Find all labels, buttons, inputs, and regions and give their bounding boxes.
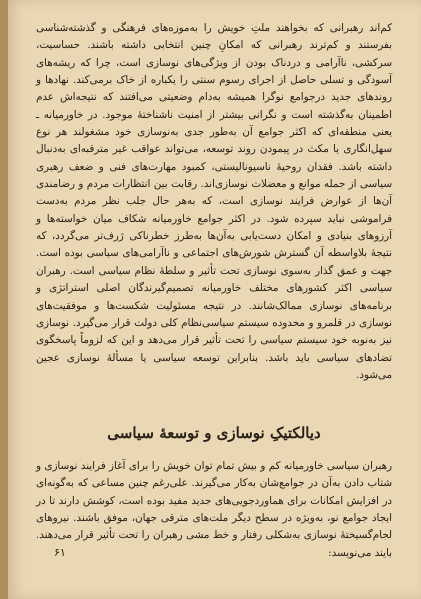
body-paragraph-1: کم‌اند رهبرانی که بخواهند ملتِ خویش را به‌موزه‌های فرهنگی و گذشته‌شناسی بفرستند و کم‌ترند رهبرانی که امکانِ چنین انتخابی داشته باشند. حساسیت، سرکشی، ناآرامی و دردناک بودن از ویژگی‌های نوسازی است، چرا که ریشه‌های آسودگی و تسلی حاصل از اجرای رسوم سنتی را یکباره از خاک برمی‌کند. نهادها و روندهای جدید درجوامع نوگرا همیشه به‌دام وضعیتی می‌افتند که نتیجه‌اش عدم اطمینان به‌گذشته است و نگرانی بیشتر از امنیت ناشناختهٔ موجود. در خاورمیانه ـ یعنی منطقه‌ای که اکثر جوامع آن به‌طور جدی به‌نوسازی خود مشغولند هر نوع سهل‌انگاری یا مکث در پیمودن روند توسعه، می‌تواند عواقب غیر مترقبه‌ای به‌دنبال داشته باشد. فقدان روحیهٔ ناسیونالیستی، کمبود مهارت‌های فنی و ضعف رهبری سیاسی از جمله موانع و معضلات نوسازی‌اند. رقابت بین انتظارات مردم و رضامندی آن‌ها از عوارض فرایند نوسازی است، که به‌هر حال جلب نظر مردم به‌دست فراموشی نباید سپرده شود. در اکثر جوامع خاورمیانه شکاف میان خواسته‌ها و آرزوهای بنیادی و امکان دست‌یابی به‌آن‌ها به‌طرز خطرناکی ژرف‌تر می‌گردد، که نتیجهٔ بلاواسطه آن گسترش شورش‌های اجتماعی و ناآرامی‌های سیاسی بوده است. جهت و عمق گذار به‌سوی نوسازی تحت تأثیر و سلطهٔ نظام سیاسی است. رهبران سیاسی اکثر کشورهای مختلف خاورمیانه تصمیم‌گیرندگان اصلی استراتژی و برنامه‌های نوسازی ممالک‌شانند. در نتیجه مسئولیت شکست‌ها و موفقیت‌های نوسازی در قلمرو و محدوده سیستم سیاسی‌نظام کلی دولت قرار می‌گیرد. نوسازی نیز به‌نوبه خود سیستم سیاسی را تحت تأثیر قرار می‌دهد و این که لزوماً پاسخگوی تضادهای سیاسی باید باشد. بنابراین توسعه سیاسی یا مسألهٔ نوسازی عجین می‌شود. [36, 22, 392, 381]
body-paragraph-2: رهبران سیاسی خاورمیانه کم و بیش تمام توان خویش را برای آغاز فرایند نوسازی و شتاب دادن به‌آن در جوامع‌شان به‌کار می‌گیرند. علی‌رغم چنین مساعی که به‌گونه‌ای در افزایش امکانات برای هماوردجویی‌های جدید مفید بوده است، کوشش دارند تا در ایجاد جوامع نو، به‌ویژه در سطح دیگر ملت‌های مترقی جهان، موفق باشند. نیروهای لجام‌گسیختهٔ نوسازی به‌شکلی رفتار و خط مشی رهبران را تحت تأثیر قرار می‌دهند. بایند می‌نویسد: [36, 460, 392, 559]
section-heading: دیالکتیکِ نوسازی و توسعهٔ سیاسی [107, 424, 321, 442]
page-number: ۶۱ [54, 546, 66, 559]
book-page [8, 0, 421, 599]
